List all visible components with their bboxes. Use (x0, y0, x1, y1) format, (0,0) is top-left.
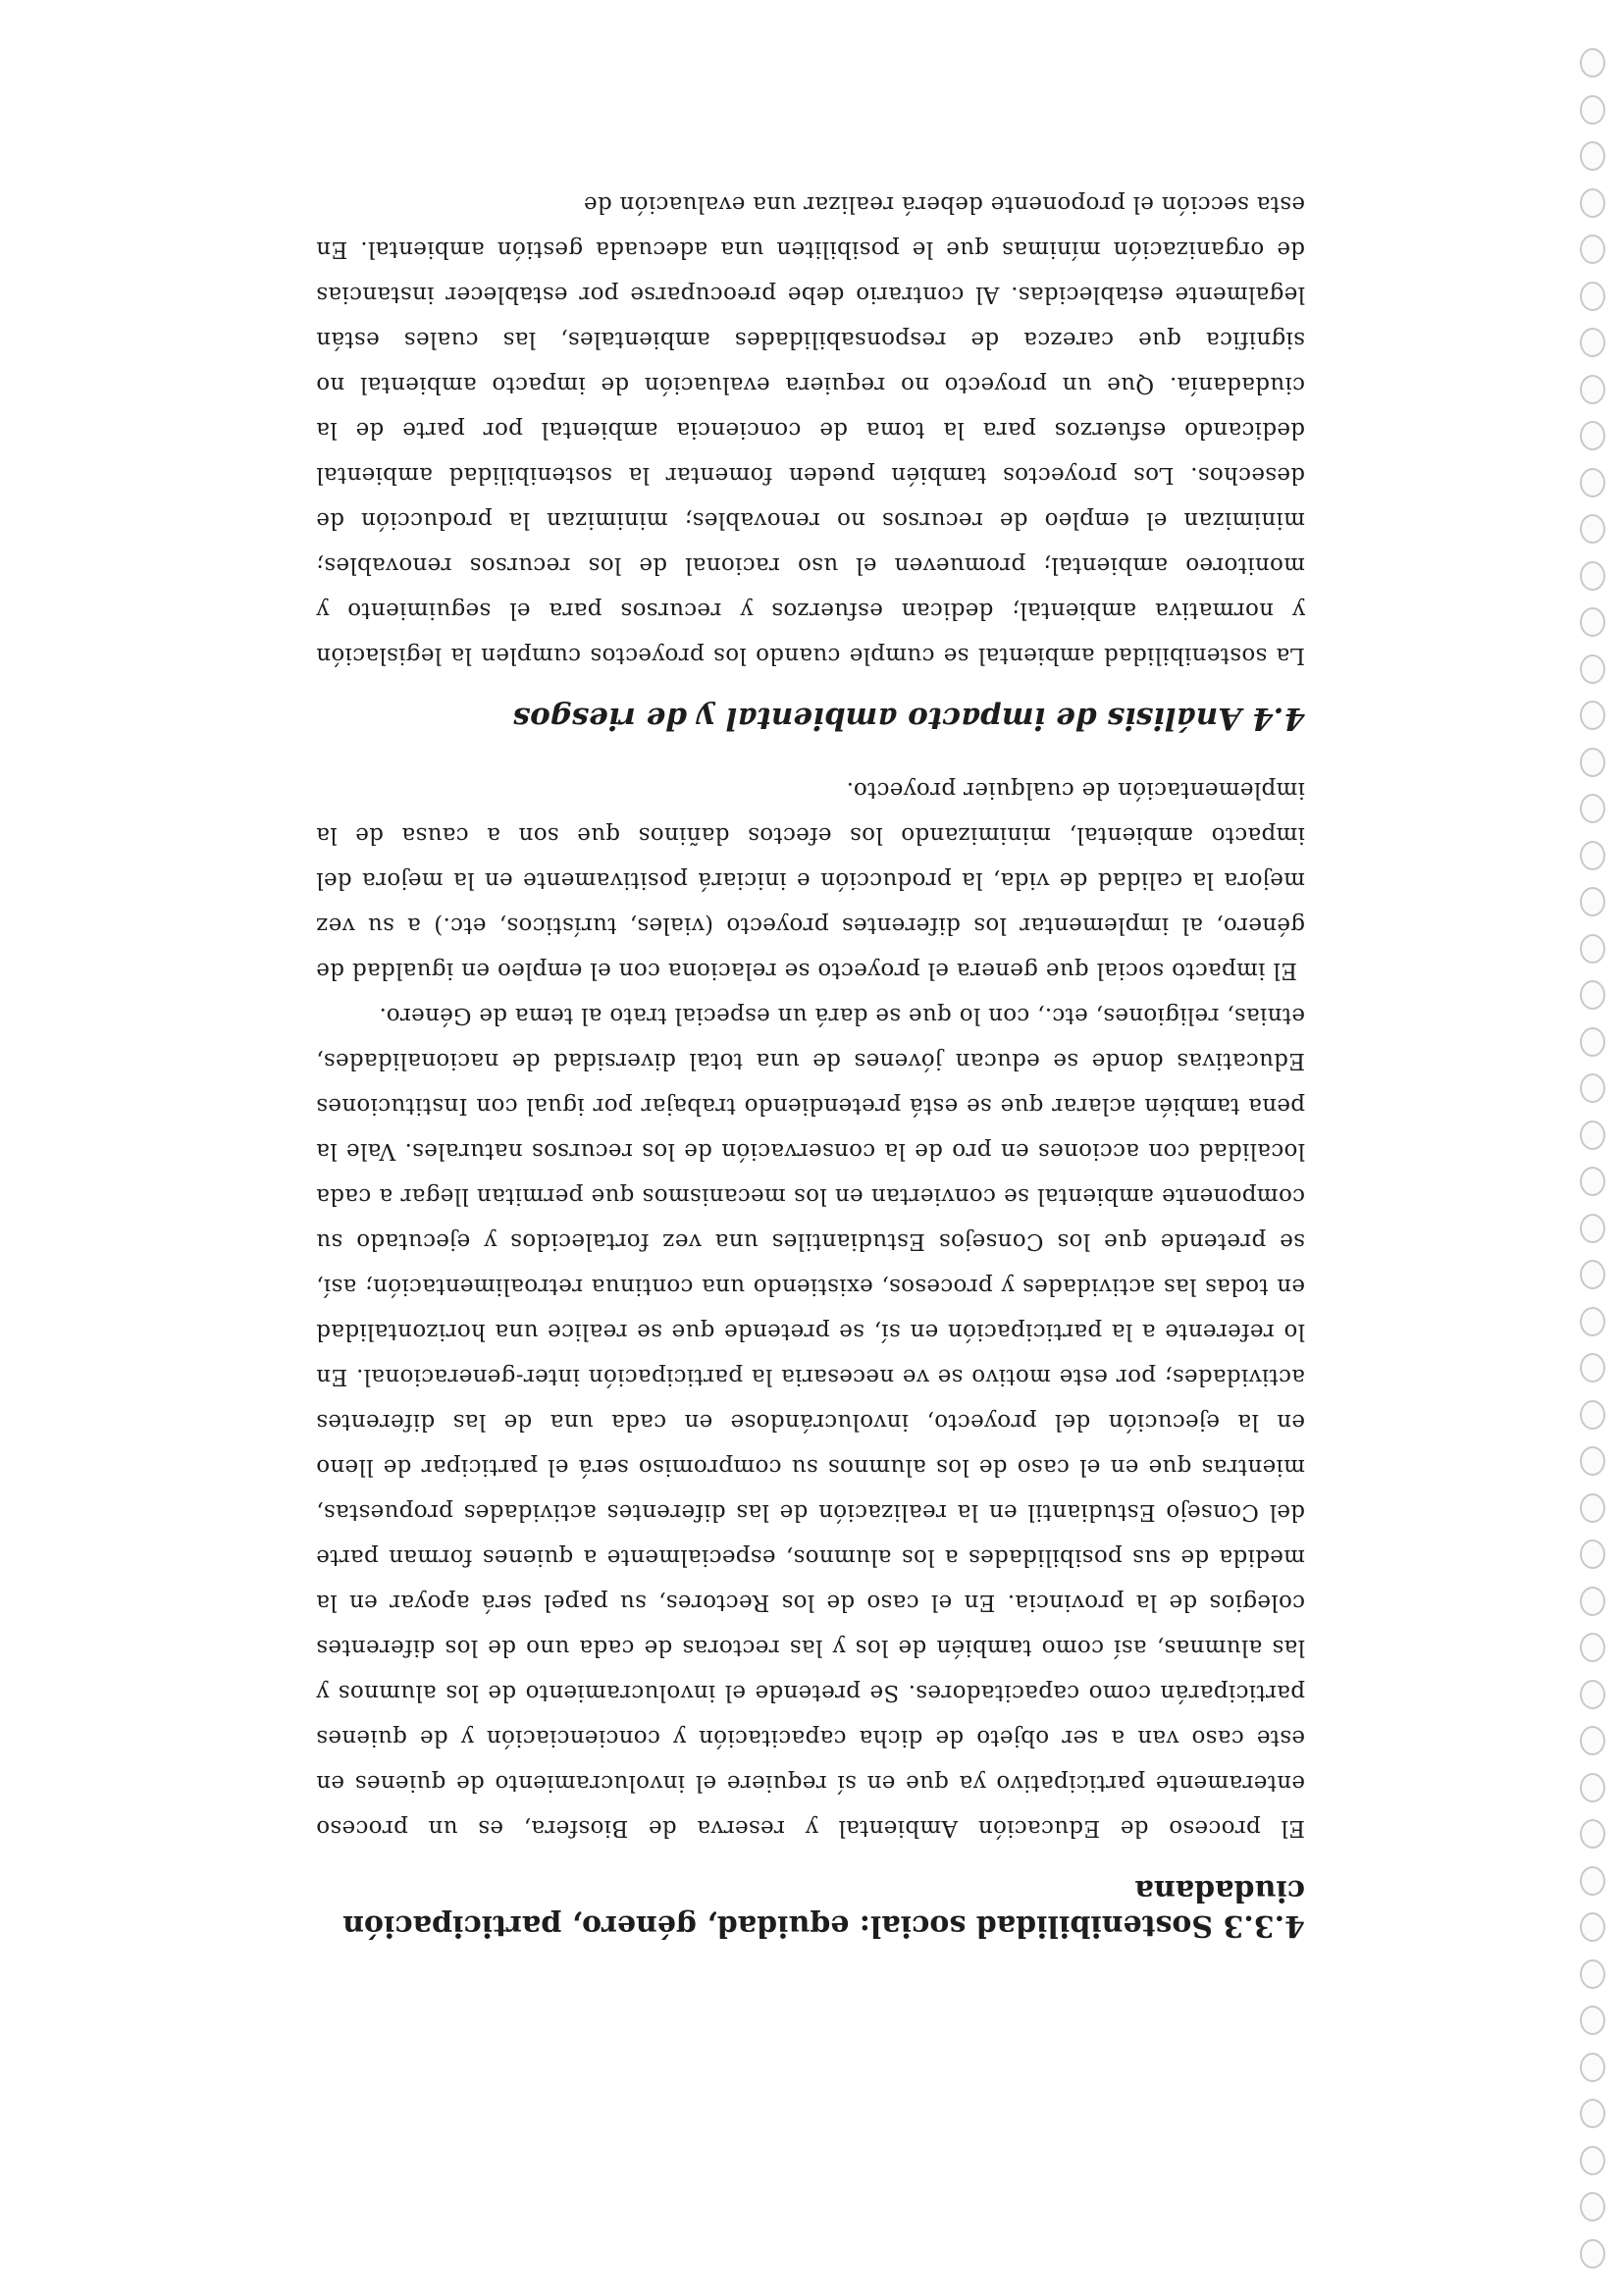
binder-hole (1580, 1400, 1605, 1430)
binder-hole (1580, 1820, 1605, 1850)
binder-hole (1580, 95, 1605, 125)
binder-hole (1580, 608, 1605, 638)
binder-hole (1580, 1727, 1605, 1756)
binder-hole (1580, 375, 1605, 404)
binder-hole (1580, 888, 1605, 917)
binder-hole (1580, 1074, 1605, 1104)
binder-hole (1580, 142, 1605, 172)
binder-hole (1580, 468, 1605, 497)
binder-hole (1580, 2193, 1605, 2222)
paragraph: El proceso de Educación Ambiental y reserva de Biosfera, es un proceso enteramente participativo ya que en sí requiere el involucramiento de quienes en este caso van a ser objeto de dicha capacitación y concienciación y de quienes participarán como capacitadores. Se pretende el involucramiento de los alumnos y las alumnas, así como también de los y las rectoras de cada uno de los diferentes colegios de la provincia. En el caso de los Rectores, su papel será apoyar en la medida de sus posibilidades a los alumnos, especialmente a quienes forman parte del Consejo Estudiantil en la realización de las diferentes actividades propuestas, mientras que en el caso de los alumnos su compromiso será el participar de lleno en la ejecución del proyecto, involucrándose en cada una de las diferentes actividades; por este motivo se ve necesaria la participación inter-generacional. En lo referente a la participación en sí, se pretende que se realice una horizontalidad en todas las actividades y procesos, existiendo una continua retroalimentación; así, se pretende que los Consejos Estudiantiles una vez fortalecidos y ejecutado su componente ambiental se conviertan en los mecanismos que permitan llegar a cada localidad con acciones en pro de la conservación de los recursos naturales. Vale la pena también aclarar que se está pretendiendo trabajar por igual con Instituciones Educativas donde se educan jóvenes de una total diversidad de nacionalidades, etnias, religiones, etc., con lo que se dará un especial trato al tema de Género. (316, 1003, 1305, 1841)
binder-hole (1580, 515, 1605, 545)
binder-hole (1580, 1634, 1605, 1663)
binder-hole (1580, 1354, 1605, 1383)
binder-hole (1580, 1027, 1605, 1057)
binder-hole (1580, 702, 1605, 731)
binder-hole (1580, 1261, 1605, 1290)
binder-hole (1580, 2007, 1605, 2036)
section-heading-4-4: 4.4 Análisis de impacto ambiental y de riesgos (512, 701, 1305, 736)
binder-hole (1580, 1168, 1605, 1197)
binder-hole (1580, 235, 1605, 265)
binder-hole (1580, 2239, 1605, 2269)
binder-hole (1580, 1493, 1605, 1523)
binder-hole (1580, 1959, 1605, 1989)
binder-hole (1580, 329, 1605, 358)
binder-hole (1580, 1447, 1605, 1477)
binder-hole (1580, 748, 1605, 777)
paragraph: La sostenibilidad ambiental se cumple cuando los proyectos cumplen la legislación y normativa ambiental; dedican esfuerzos y recursos para el seguimiento y monitoreo ambiental; promueven el uso racional de los recursos renovables; minimizan el empleo de recursos no renovables; minimizan la producción de desechos. Los proyectos también pueden fomentar la sostenibilidad ambiental dedicando esfuerzos para la toma de conciencia ambiental por parte de la ciudadanía. Que un proyecto no requiera evaluación de impacto ambiental no significa que carezca de responsabilidades ambientales, las cuales están legalmente establecidas. Al contrario debe preocuparse por establecer instancias de organización mínimas que le posibiliten una adecuada gestión ambiental. En esta sección el proponente deberá realizar una evaluación de (316, 190, 1305, 668)
binder-hole (1580, 2146, 1605, 2175)
binder-hole (1580, 1540, 1605, 1570)
binder-hole (1580, 1866, 1605, 1896)
section-heading-4-3-3: 4.3.3 Sostenibilidad social: equidad, género, participación ciudadana (342, 1873, 1305, 1943)
binder-hole (1580, 1913, 1605, 1943)
binder-hole (1580, 795, 1605, 824)
binder-hole (1580, 1587, 1605, 1616)
binder-hole (1580, 282, 1605, 311)
paragraph: El impacto social que genera el proyecto se relaciona con el empleo en igualdad de género, al implementar los diferentes proyecto (viales, turísticos, etc.) a su vez mejora la calidad de vida, la producción e iniciará positivamente en la mejora del impacto ambiental, minimizando los efectos dañinos que son a causa de la implementación de cualquier proyecto. (316, 777, 1305, 983)
binder-hole (1580, 841, 1605, 870)
binder-hole (1580, 561, 1605, 591)
binder-hole (1580, 49, 1605, 78)
binder-hole (1580, 422, 1605, 451)
binder-hole (1580, 981, 1605, 1011)
binder-hole (1580, 2053, 1605, 2082)
binder-hole (1580, 1121, 1605, 1150)
binder-hole (1580, 1680, 1605, 1709)
document-body (316, 182, 1305, 1943)
binder-hole (1580, 934, 1605, 964)
binder-hole (1580, 188, 1605, 218)
binder-hole (1580, 654, 1605, 684)
binder-hole (1580, 1214, 1605, 1243)
binder-holes (1570, 22, 1613, 2269)
binder-hole (1580, 1307, 1605, 1336)
binder-hole (1580, 2100, 1605, 2129)
binder-hole (1580, 1773, 1605, 1802)
